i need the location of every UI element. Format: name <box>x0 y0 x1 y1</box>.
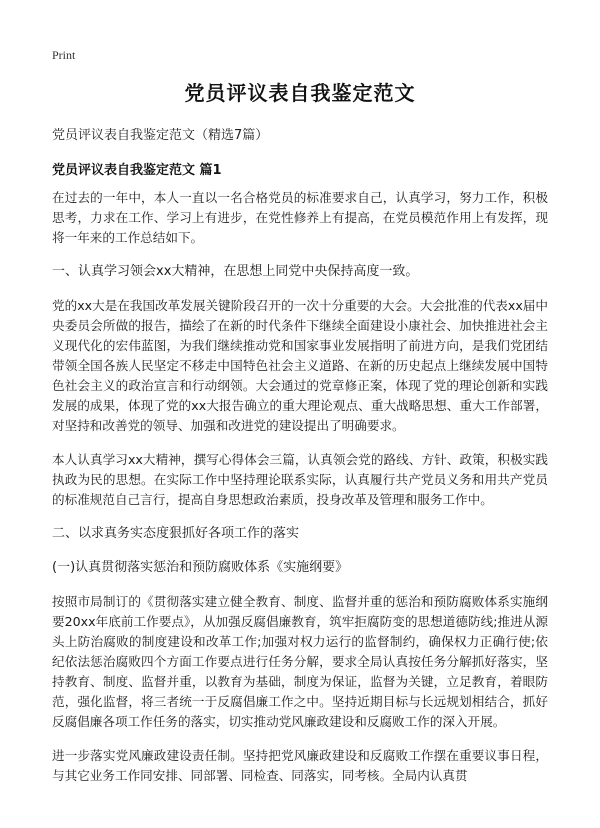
heading-one: 一、认真学习领会xx大精神，在思想上同党中央保持高度一致。 <box>52 264 419 279</box>
heading-two: 二、以求真务实态度狠抓好各项工作的落实 <box>52 526 300 541</box>
subheading-one: (一)认真贯彻落实惩治和预防腐败体系《实施纲要》 <box>52 560 349 575</box>
paragraph-implementation: 按照市局制订的《贯彻落实建立健全教育、制度、监督并重的惩治和预防腐败体系实施纲要20xx年底前工作要点》，从加强反腐倡廉教育，筑牢拒腐防变的思想道德防线;推进从源头上防治腐败的制度建设和改革工作;加强对权力运行的监督制约，确保权力正确行使;依纪依法惩治腐败四个方面工作要点进行任务分解，要求全局认真按任务分解抓好落实，坚持教育、制度、监督并重，以教育为基础，制度为保证，监督为关键，立足教育，着眼防范，强化监督，将三者统一于反腐倡廉工作之中。坚持近期目标与长远规划相结合，抓好反腐倡廉各项工作任务的落实，切实推动党风廉政建设和反腐败工作的深入开展。 <box>52 594 548 729</box>
document-subtitle: 党员评议表自我鉴定范文（精选7篇） <box>52 128 269 143</box>
document-title: 党员评议表自我鉴定范文 <box>184 81 416 105</box>
paragraph-study: 本人认真学习xx大精神，撰写心得体会三篇，认真领会党的路线、方针、政策，积极实践执政为民的思想。在实际工作中坚持理论联系实际，认真履行共产党员义务和用共产党员的标准规范自己言行，提高自身思想政治素质，投身改革及管理和服务工作中。 <box>52 452 548 507</box>
section-title: 党员评议表自我鉴定范文 篇1 <box>52 163 222 178</box>
paragraph-responsibility: 进一步落实党风廉政建设责任制。坚持把党风廉政建设和反腐败工作摆在重要议事日程，与其它业务工作同安排、同部署、同检查、同落实，同考核。全局内认真贯 <box>52 748 548 783</box>
intro-paragraph: 在过去的一年中，本人一直以一名合格党员的标准要求自己，认真学习，努力工作，积极思考，力求在工作、学习上有进步，在党性修养上有提高，在党员模范作用上有发挥，现将一年来的工作总结如下。 <box>52 190 548 245</box>
paragraph-congress: 党的xx大是在我国改革发展关键阶段召开的一次十分重要的大会。大会批准的代表xx届中央委员会所做的报告，描绘了在新的时代条件下继续全面建设小康社会、加快推进社会主义现代化的宏伟蓝图，为我们继续推动党和国家事业发展指明了前进方向，是我们党团结带领全国各族人民坚定不移走中国特色社会主义道路、在新的历史起点上继续发展中国特色社会主义的政治宣言和行动纲领。大会通过的党章修正案，体现了党的理论创新和实践发展的成果，体现了党的xx大报告确立的重大理论观点、重大战略思想、重大工作部署，对坚持和改善党的领导、加强和改进党的建设提出了明确要求。 <box>52 298 548 433</box>
print-label: Print <box>52 48 76 62</box>
